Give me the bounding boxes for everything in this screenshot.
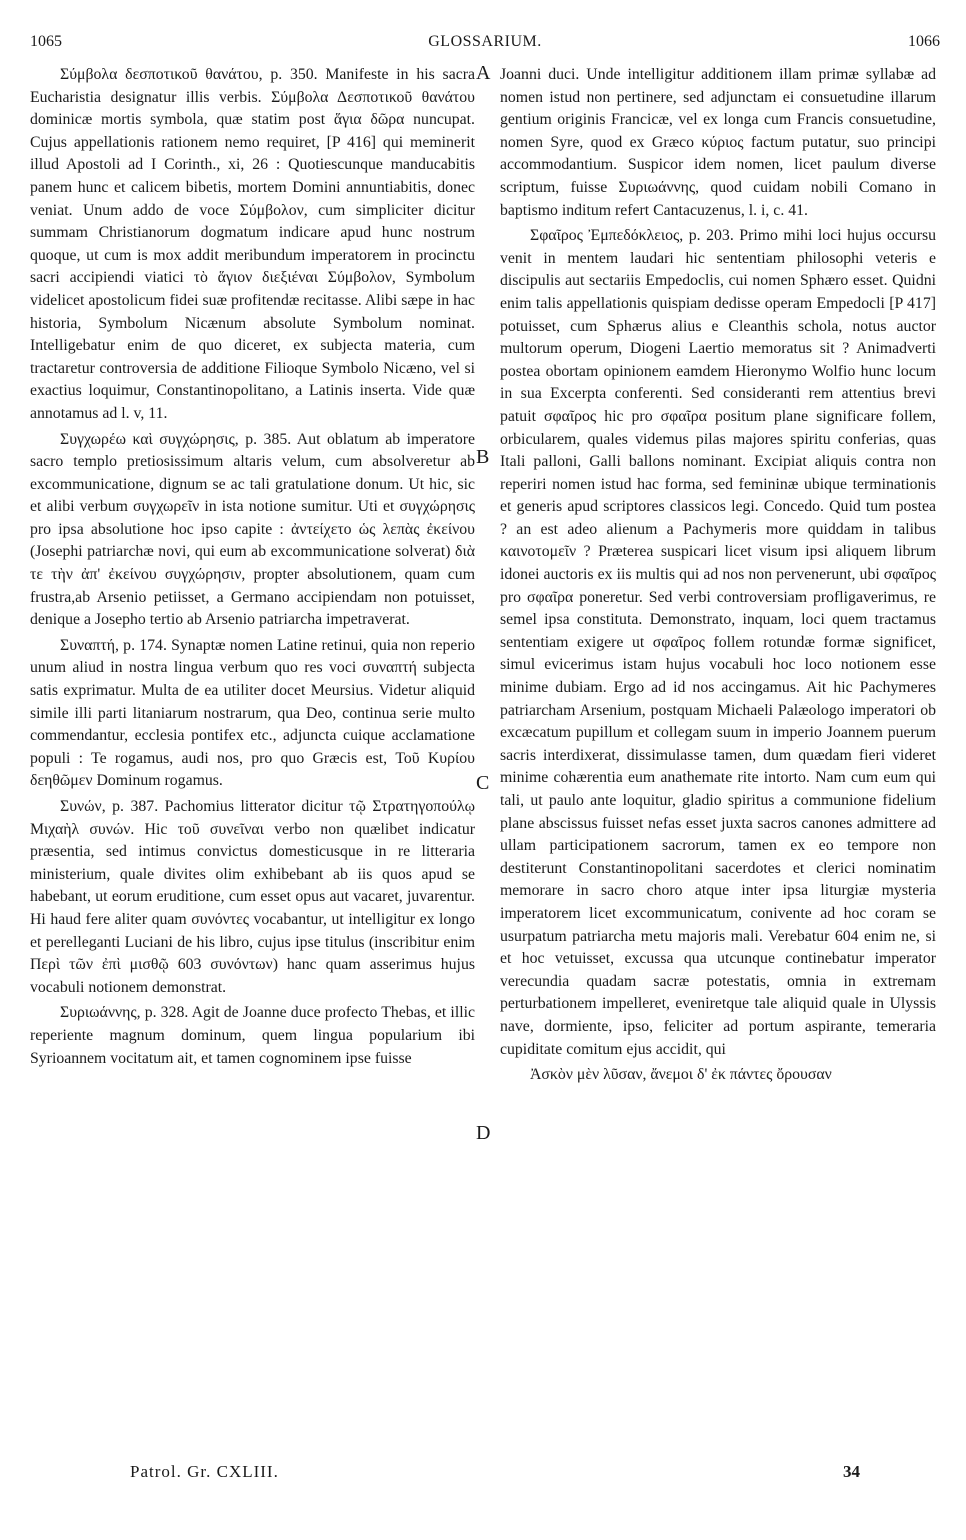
page-header	[30, 33, 940, 57]
entry-synapte: Συναπτή, p. 174. Synaptæ nomen Latine retinui, quia non reperio unum aliud in nostra lingua verbum quo res voci συναπτή subjecta satis exprimatur. Multa de ea utiliter docet Meursius. Videtur aliquid simile illi parti litaniarum nostrarum, qua Deo, continua serie multo commendantur, ecclesia pontifex etc., adjuncta cuique acclamatione populi : Te rogamus, audi nos, pro quo Græcis est, Τοῦ Κυρίου δεηθῶμεν Dominum rogamus.	[30, 636, 475, 790]
series-signature: Patrol. Gr. CXLIII.	[130, 1462, 279, 1481]
margin-letter-a: A	[476, 62, 491, 84]
margin-letter-b: B	[476, 446, 490, 468]
entry-syrioannes: Συριωάννης, p. 328. Agit de Joanne duce profecto Thebas, et illic reperiente magnum dominum, quem lingua popularium ibi Syrioannem vocitatum ait, et tamen cognominem ipse fuisse	[30, 1004, 475, 1067]
right-column	[500, 64, 936, 1087]
left-column	[30, 64, 475, 1070]
margin-letter-c: C	[476, 772, 490, 794]
page-number-left: 1065	[30, 33, 62, 50]
page-number-right: 1066	[908, 33, 940, 50]
homer-quotation: Ἀσκὸν μὲν λῦσαν, ἄνεμοι δ' ἐκ πάντες ὄρουσαν	[530, 1066, 832, 1084]
sheet-number: 34	[843, 1462, 860, 1481]
entry-syrioannes-continued: Joanni duci. Unde intelligitur additionem illam primæ syllabæ ad nomen istud non pertinere, sed adjunctam ei consuetudine illarum gentium originis Francicæ, vel ex longa cum Francis consuetudine, nomen Syre, quod ex Græco κύριος factum putatur, suo principi accommodantium. Suspicor idem nomen, licet paulum diverse scriptum, fuisse Συριωάννης, quod cuidam nobili Comano in baptismo inditum refert Cantacuzenus, l. i, c. 41.	[500, 66, 936, 219]
margin-letter-d: D	[476, 1122, 491, 1144]
entry-symbola: Σύμβολα δεσποτικοῦ θανάτου, p. 350. Manifeste in his sacra Eucharistia designatur illis verbis. Σύμβολα Δεσποτικοῦ θανάτου dominicæ mortis symbola, quæ statim post ἅγια δῶρα nuncupat. Cujus appellationis rationem nemo requiret, [P 416] qui meminerit illud Apostoli ad I Corinth., xi, 26 : Quotiescunque manducabitis panem hunc et calicem bibetis, mortem Domini annuntiabitis, donec veniat. Unum addo de voce Σύμβολον, cum simpliciter dicitur summam Christianorum dogmatum indicare apud hunc nostrum quoque, ut cum is mox addit meribundum imperatorem in procinctu sacri accipiendi viatici τὸ ἅγιον διεξιέναι Σύμβολον, Symbolum videlicet apostolicum fidei suæ profitendæ recitasse. Alibi sæpe in hac historia, Symbolum Nicænum absolute Symbolum nominat. Intelligebatur enim de quo diceret, ex subjecta materia, cum tractaretur controversia de additione Filioque Symbolo Nicæno, vel si exactius loquimur, Constantinopolitano, a Latinis inserta. Vide quæ annotamus ad l. v, 11.	[30, 66, 475, 422]
running-title: GLOSSARIUM.	[428, 33, 542, 50]
entry-sphairos: Σφαῖρος Ἐμπεδόκλειος, p. 203. Primo mihi loci hujus occursu venit in mentem laudari hic sententiam philosophi veteris e discipulis aut sectariis Empedoclis, cui nomen Sphæro esset. Quidni enim talis appellationis quispiam dedisse operam Empedocli [P 417] potuisset, cum Sphærus alius e Cleanthis schola, notus auctor multorum operum, Diogeni Laertio memoratus sit ? Animadverti postea obortam opinionem eamdem Hieronymo Wolfio hunc locum in sua Excerpta conferenti. Sed consideranti rem attentius brevi patuit σφαῖρος hic pro σφαῖρα positum plane significare follem, orbicularem, quales videmus pilas majores spiritu conferias, quas Itali palloni, Galli ballons nominant. Excipiat aliquis contra non reperiri nomen istud hac forma, sed femininæ ubique terminationis et generis apud scriptores classicos legi. Concedo. Quid tum postea ? an est adeo alienum a Pachymeris more quiddam in talibus καινοτομεῖν ? Præterea suspicari licet visum ipsi aliquem librum idonei auctoris ex iis multis qui ad nos non pervenerunt, ubi σφαῖρος pro σφαῖρα poneretur. Sed verbi controversiam profligaverimus, re semel ipsa constituta. Demonstrato, inquam, loci quem tractamus sententiam exigere ut σφαῖρος follem rotundæ formæ significet, simul evicerimus istam hujus vocabuli hoc loco notionem esse minime dubiam. Ergo ad id nos accingamus. Ait hic Pachymeres patriarcham Arsenium, postquam Michaeli Palæologo imperatori ob excæcatum pupillum et collegam suum in imperio Joannem puerum sacris interdixerat, dissimulasse tamen, dum quædam fieri videret minime cohærentia eum anathemate rite intorto. Nam cum eum qui tali, ut paulo ante loquitur, gladio spiritus a communione fidelium plane abscissus fuisset nefas esset juxta sacros canones admittere ad ullam participationem sacrorum, tamen ex eo tempore non destiterunt Constantinopolitani sacerdotes et clerici nominatim memorare in sacro choro atque inter ipsa liturgiæ mysteria imperatorem licet excommunicatum, conivente ad hoc coram se usurpatum patriarcha metu majoris mali. Verebatur 604 enim ne, si et hoc vetuisset, excussa qua utcunque continebatur imperator verecundia quadam sacræ potestatis, omnia in extremam perturbationem impelleret, eveniretque tale aliquid quale in Ulyssis nave, dormiente, ipso, feliciter ad portum aspirante, temeraria cupiditate comitum ejus accidit, qui	[500, 227, 936, 1058]
entry-synon: Συνών, p. 387. Pachomius litterator dicitur τῷ Στρατηγοπούλῳ Μιχαὴλ συνών. Hic τοῦ συνεῖναι verbo non quælibet indicatur præsentia, sed intimus convictus domesticusque in re litteraria ministerium, quale divites olim exhibebant ab iis quos apud se habebant, ut eorum eruditione, cum esset opus aut vacaret, juvarentur. Hi haud fere aliter quam συνόντες vocabantur, ut intelligitur ex longo et perelleganti Luciani de his libro, cujus ipse titulus (inscribitur enim Περὶ τῶν ἐπὶ μισθῷ 603 συνόντων) hanc quam asserimus hujus vocabuli notionem demonstrat.	[30, 798, 475, 996]
entry-synchoreo: Συγχωρέω καὶ συγχώρησις, p. 385. Aut oblatum ab imperatore sacro templo pretiosissimum altaris velum, cum absolveretur ab excommunicatione, dignum se ac tali gratulatione donum. Ut hic, sic et alibi verbum συγχωρεῖν in ista notione sumitur. Uti et συγχώρησις pro ipsa absolutione hoc ipso capite : ἀντείχετο ὡς λεπὰς ἐκείνου (Josephi patriarchæ novi, qui eum ab excommunicatione solverat) διὰ τε τὴν ἀπ' ἐκείνου συγχώρησιν, propter absolutionem, quam cum frustra,ab Arsenio petiisset, a Germano accipiendam non potuisset, denique a Josepho tertio ab Arsenio patriarcha impetraverat.	[30, 430, 475, 629]
